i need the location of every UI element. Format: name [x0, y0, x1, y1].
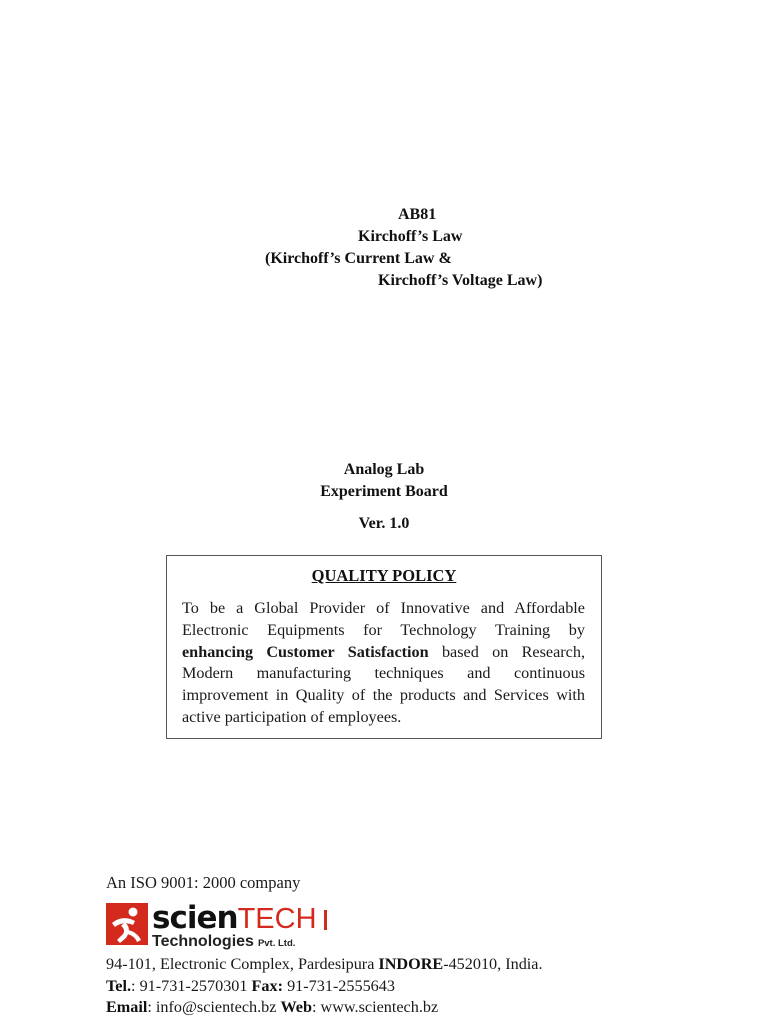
quality-policy-text-part1: To be a Global Provider of Innovative and Affordable Electronic Equipments for Technology Training by [182, 599, 585, 639]
quality-policy-text [182, 598, 585, 729]
company-contact [106, 954, 543, 1019]
product-line2: Experiment Board [320, 483, 448, 500]
logo-accent-bar [324, 910, 327, 930]
document-code: AB81 [398, 206, 437, 223]
web-label: Web [280, 998, 312, 1016]
quality-policy-text-bold: enhancing Customer Satisfaction [182, 642, 429, 661]
iso-certification: An ISO 9001: 2000 company [106, 873, 301, 892]
logo-wordmark [152, 900, 317, 936]
document-subtitle-line1: (Kirchoff’s Current Law & [265, 250, 452, 267]
email-label: Email [106, 998, 148, 1016]
version-label: Ver. 1.0 [358, 515, 410, 532]
document-title: Kirchoff’s Law [358, 228, 463, 245]
address-postcode: -452010, India. [443, 955, 543, 973]
document-subtitle-line2: Kirchoff’s Voltage Law) [378, 272, 543, 289]
scientech-logo [106, 900, 336, 951]
logo-subline-text: Technologies [152, 933, 254, 950]
logo-word-bold: scien [152, 900, 238, 936]
product-line1: Analog Lab [343, 461, 425, 478]
logo-subline [152, 933, 295, 951]
quality-policy-heading: QUALITY POLICY [311, 566, 457, 585]
address-line [106, 954, 543, 976]
web-line [106, 997, 543, 1019]
quality-policy-text-part2: based on Research, Modern manufacturing techniques and continuous improvement in Quality of the products and Services with active participation of employees. [182, 642, 585, 726]
logo-word-light: TECH [237, 903, 317, 935]
address-city: INDORE [378, 955, 444, 973]
fax-value: 91-731-2555643 [283, 976, 395, 995]
running-figure-logo-icon [106, 903, 148, 945]
logo-pvt-ltd: Pvt. Ltd. [257, 938, 296, 949]
web-value: : www.scientech.bz [311, 998, 439, 1016]
fax-label: Fax: [251, 976, 284, 995]
tel-value: : 91-731-2570301 [131, 976, 252, 995]
product-name-block [0, 459, 768, 503]
tel-label: Tel. [106, 976, 132, 995]
email-value: : info@scientech.bz [147, 998, 281, 1016]
quality-policy-box [166, 555, 602, 739]
phone-line [106, 976, 543, 998]
address-street: 94-101, Electronic Complex, Pardesipura [106, 955, 379, 973]
